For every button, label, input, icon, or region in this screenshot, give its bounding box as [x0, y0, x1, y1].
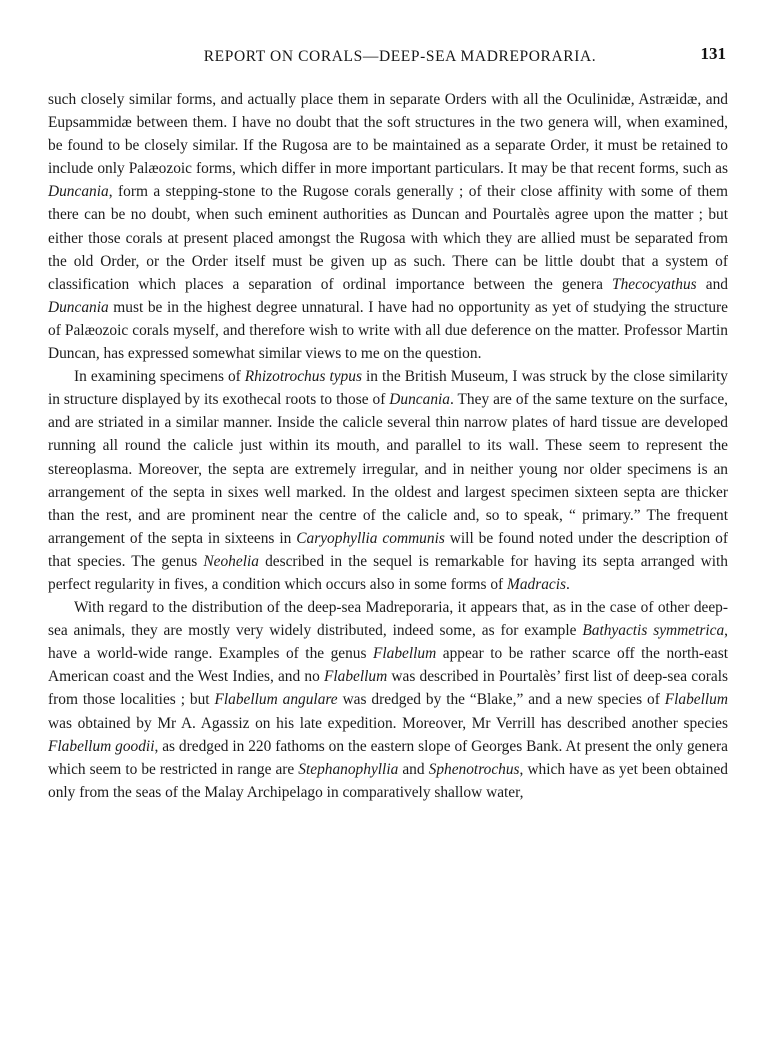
paragraph: With regard to the distribution of the deep-sea Madreporaria, it appears that, as in the case of other deep-sea animals, they are mostly very widely distributed, indeed some, as for example Bathyactis symmetrica, have a world-wide range. Examples of the genus Flabellum appear to be rather scarce off the north-east American coast and the West Indies, and no Flabellum was described in Pourtalès’ first list of deep-sea corals from those localities ; but Flabellum angulare was dredged by the “Blake,” and a new species of Flabellum was obtained by Mr A. Agassiz on his late expedition. Moreover, Mr Verrill has described another species Flabellum goodii, as dredged in 220 fathoms on the eastern slope of Georges Bank. At present the only genera which seem to be restricted in range are Stephanophyllia and Sphenotrochus, which have as yet been obtained only from the seas of the Malay Archipelago in comparatively shallow water,: [48, 599, 729, 801]
paragraph: such closely similar forms, and actually place them in separate Orders with all the Oculinidæ, Astræidæ, and Eupsammidæ between them. I have no doubt that the soft structures in the two genera will, when examined, be found to be closely similar. If the Rugosa are to be maintained as a separate Order, it must be retained to include only Palæozoic forms, which differ in more important particulars. It may be that recent forms, such as Duncania, form a stepping-stone to the Rugose corals generally ; of their close affinity with some of them there can be no doubt, when such eminent authorities as Duncan and Pourtalès agree upon the matter ; but either those corals at present placed amongst the Rugosa with which they are allied must be separated from the old Order, or the Order itself must be given up as such. There can be little doubt that a system of classification which places a separation of ordinal importance between the genera Thecocyathus and Duncania must be in the highest degree unnatural. I have had no opportunity as yet of studying the structure of Palæozoic corals myself, and therefore wish to write with all due deference on the matter. Professor Martin Duncan, has expressed somewhat similar views to me on the question.: [48, 91, 728, 363]
page-body: [48, 88, 728, 804]
page-header: [48, 44, 728, 78]
paragraph: In examining specimens of Rhizotrochus typus in the British Museum, I was struck by the close similarity in structure displayed by its exothecal roots to those of Duncania. They are of the same texture on the surface, and are striated in a similar manner. Inside the calicle several thin narrow plates of hard tissue are developed running all round the calicle just within its mouth, and parallel to its wall. These seem to represent the stereoplasma. Moreover, the septa are extremely irregular, and in neither young nor older specimens is an arrangement of the septa in sixes well marked. In the oldest and largest specimen sixteen septa are thicker than the rest, and are prominent near the centre of the calicle and, so to speak, “ primary.” The frequent arrangement of the septa in sixteens in Caryophyllia communis will be found noted under the description of that species. The genus Neohelia described in the sequel is remarkable for having its septa arranged with perfect regularity in fives, a condition which occurs also in some forms of Madracis.: [48, 368, 729, 593]
running-head: REPORT ON CORALS—DEEP-SEA MADREPORARIA.: [203, 48, 597, 65]
page-number: 131: [700, 44, 726, 63]
